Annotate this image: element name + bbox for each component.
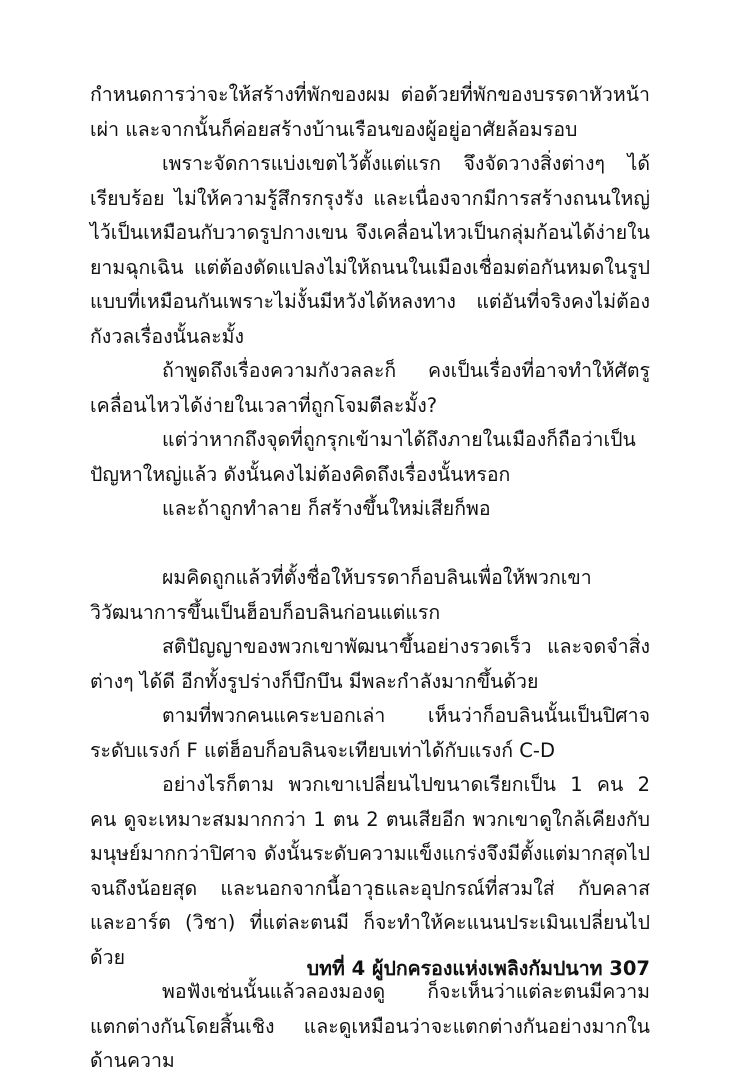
page-footer: บทที่ 4 ผู้ปกครองแห่งเพลิงกัมปนาท 307 bbox=[306, 957, 650, 980]
paragraph: พอฟังเช่นนั้นแล้วลองมองดู ก็จะเห็นว่าแต่ละตนมีความแตกต่างกันโดยสิ้นเชิง และดูเหมือนว่าจะแตกต่างกันอย่างมากในด้านความ bbox=[90, 980, 650, 1072]
paragraph: และถ้าถูกทำลาย ก็สร้างขึ้นใหม่เสียก็พอ bbox=[162, 497, 491, 520]
body-text bbox=[90, 78, 650, 1079]
paragraph: แต่ว่าหากถึงจุดที่ถูกรุกเข้ามาได้ถึงภายในเมืองก็ถือว่าเป็นปัญหาใหญ่แล้ว ดังนั้นคงไม่ต้องคิดถึงเรื่องนั้นหรอก bbox=[90, 428, 636, 486]
section-break bbox=[90, 527, 650, 562]
paragraph: ผมคิดถูกแล้วที่ตั้งชื่อให้บรรดาก็อบลินเพื่อให้พวกเขาวิวัฒนาการขึ้นเป็นฮ็อบก็อบลินก่อนแต่แรก bbox=[90, 566, 592, 624]
paragraph: สติปัญญาของพวกเขาพัฒนาขึ้นอย่างรวดเร็ว และจดจำสิ่งต่างๆ ได้ดี อีกทั้งรูปร่างก็บึกบึน มีพละกำลังมากขึ้นด้วย bbox=[90, 635, 650, 693]
paragraph: อย่างไรก็ตาม พวกเขาเปลี่ยนไปขนาดเรียกเป็น 1 คน 2 คน ดูจะเหมาะสมมากกว่า 1 ตน 2 ตนเสียอีก พวกเขาดูใกล้เคียงกับมนุษย์มากกว่าปิศาจ ดังนั้นระดับความแข็งแกร่งจึงมีตั้งแต่มากสุดไปจนถึงน้อยสุด และนอกจากนี้อาวุธและอุปกรณ์ที่สวมใส่ กับคลาสและอาร์ต (วิชา) ที่แต่ละตนมี ก็จะทำให้คะแนนประเมินเปลี่ยนไปด้วย bbox=[90, 773, 650, 969]
paragraph: เพราะจัดการแบ่งเขตไว้ตั้งแต่แรก จึงจัดวางสิ่งต่างๆ ได้เรียบร้อย ไม่ให้ความรู้สึกรกรุงรัง และเนื่องจากมีการสร้างถนนใหญ่ไว้เป็นเหมือนกับวาดรูปกางเขน จึงเคลื่อนไหวเป็นกลุ่มก้อนได้ง่ายในยามฉุกเฉิน แต่ต้องดัดแปลงไม่ให้ถนนในเมืองเชื่อมต่อกันหมดในรูปแบบที่เหมือนกันเพราะไม่งั้นมีหวังได้หลงทาง แต่อันที่จริงคงไม่ต้องกังวลเรื่องนั้นละมั้ง bbox=[90, 152, 650, 348]
paragraph: กำหนดการว่าจะให้สร้างที่พักของผม ต่อด้วยที่พักของบรรดาหัวหน้าเผ่า และจากนั้นก็ค่อยสร้างบ้านเรือนของผู้อยู่อาศัยล้อมรอบ bbox=[90, 83, 650, 141]
paragraph: ตามที่พวกคนแคระบอกเล่า เห็นว่าก็อบลินนั้นเป็นปิศาจระดับแรงก์ F แต่ฮ็อบก็อบลินจะเทียบเท่าได้กับแรงก์ C-D bbox=[90, 704, 650, 762]
paragraph: ถ้าพูดถึงเรื่องความกังวลละก็ คงเป็นเรื่องที่อาจทำให้ศัตรูเคลื่อนไหวได้ง่ายในเวลาที่ถูกโจมตีละมั้ง? bbox=[90, 359, 650, 417]
